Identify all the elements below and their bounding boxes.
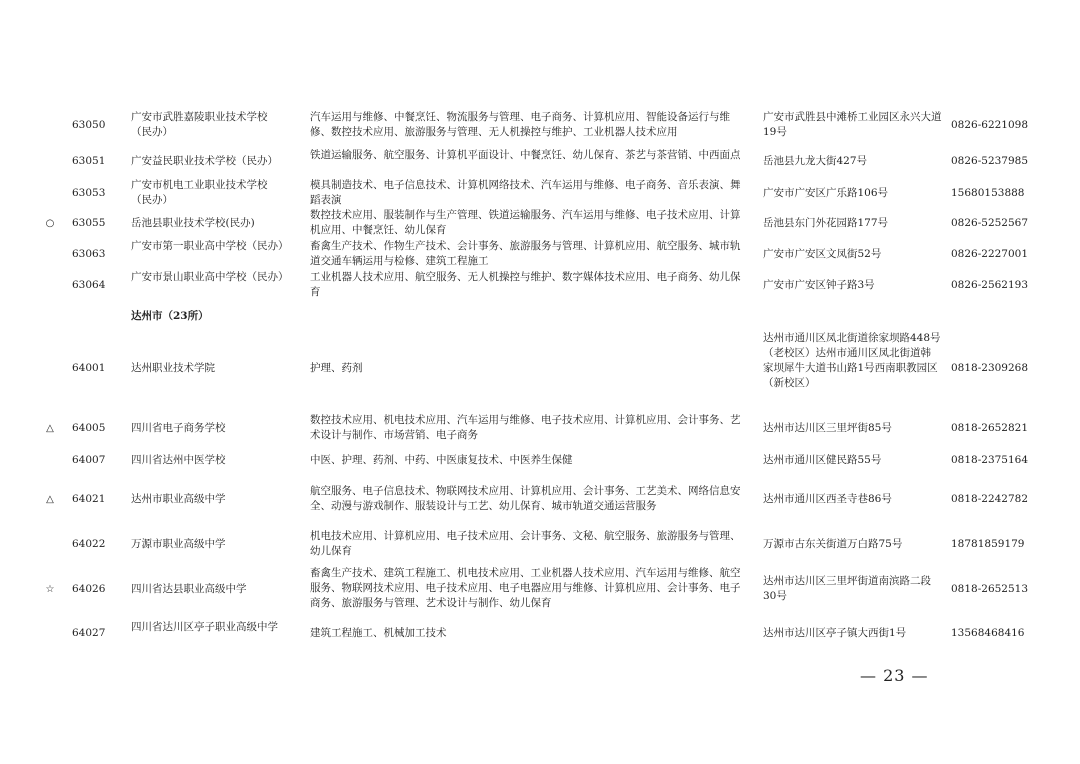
majors: 航空服务、电子信息技术、物联网技术应用、计算机应用、会计事务、工艺美术、网络信息安全、动漫与游戏制作、服装设计与工艺、幼儿保育、城市轨道交通运营服务 <box>310 485 741 512</box>
phone: 0826-2227001 <box>951 248 1029 260</box>
school-name: 万源市职业高级中学 <box>131 538 226 550</box>
phone: 0826-2562193 <box>951 279 1029 291</box>
phone: 0826-5237985 <box>951 155 1029 167</box>
school-code: 63051 <box>72 155 106 167</box>
majors: 数控技术应用、服装制作与生产管理、铁道运输服务、汽车运用与维修、电子技术应用、计算机应用、中餐烹饪、幼儿保育 <box>310 209 741 236</box>
row-mark: ☆ <box>45 584 55 595</box>
row-mark: △ <box>46 423 54 434</box>
address: 广安市广安区钟子路3号 <box>763 279 875 291</box>
address: 广安市广安区文凤街52号 <box>763 248 882 260</box>
address: 达州市达川区亭子镇大西街1号 <box>763 627 907 639</box>
school-code: 63055 <box>72 217 106 229</box>
address: 达州市通川区健民路55号 <box>763 454 882 466</box>
school-code: 64001 <box>72 362 106 374</box>
phone: 0818-2242782 <box>951 493 1029 505</box>
school-code: 63063 <box>72 248 106 260</box>
phone: 0818-2652513 <box>951 583 1029 595</box>
address: 达州市通川区西圣寺巷86号 <box>763 493 892 505</box>
majors: 建筑工程施工、机械加工技术 <box>310 627 447 639</box>
majors: 机电技术应用、计算机应用、电子技术应用、会计事务、文秘、航空服务、旅游服务与管理、幼儿保育 <box>310 530 741 557</box>
school-name: 达州职业技术学院 <box>131 362 215 374</box>
address: 达州市通川区凤北街道徐家坝路448号（老校区）达州市通川区凤北街道韩家坝犀牛大道书山路1号西南职教园区（新校区） <box>763 332 941 389</box>
address: 岳池县东门外花园路177号 <box>763 217 889 229</box>
majors: 工业机器人技术应用、航空服务、无人机操控与维护、数字媒体技术应用、电子商务、幼儿保育 <box>310 271 741 298</box>
school-name: 广安市机电工业职业技术学校（民办） <box>131 179 268 206</box>
page-number: — 23 — <box>860 666 929 685</box>
majors: 畜禽生产技术、作物生产技术、会计事务、旅游服务与管理、计算机应用、航空服务、城市轨道交通车辆运用与检修、建筑工程施工 <box>310 240 741 267</box>
school-name: 岳池县职业技术学校(民办) <box>131 217 255 229</box>
school-code: 63053 <box>72 187 106 199</box>
school-code: 64022 <box>72 538 106 550</box>
majors: 模具制造技术、电子信息技术、计算机网络技术、汽车运用与维修、电子商务、音乐表演、舞蹈表演 <box>310 179 741 206</box>
school-code: 64005 <box>72 422 106 434</box>
school-name: 达州市职业高级中学 <box>131 493 226 505</box>
phone: 0826-5252567 <box>951 217 1029 229</box>
school-code: 64021 <box>72 493 106 505</box>
majors: 护理、药剂 <box>310 362 363 374</box>
school-name: 四川省达川区亭子职业高级中学 <box>131 621 278 633</box>
school-name: 四川省达州中医学校 <box>131 454 226 466</box>
majors: 畜禽生产技术、建筑工程施工、机电技术应用、工业机器人技术应用、汽车运用与维修、航空服务、物联网技术应用、电子技术应用、电子电器应用与维修、计算机应用、会计事务、电子商务、旅游服务与管理、艺术设计与制作、幼儿保育 <box>310 567 741 609</box>
row-mark: ○ <box>45 218 55 229</box>
school-name: 广安市第一职业高中学校（民办） <box>131 240 289 252</box>
phone: 0818-2375164 <box>951 454 1029 466</box>
phone: 18781859179 <box>951 538 1025 550</box>
school-code: 64007 <box>72 454 106 466</box>
section-heading: 达州市（23所） <box>131 310 209 322</box>
phone: 0818-2652821 <box>951 422 1029 434</box>
school-name: 广安益民职业技术学校（民办） <box>131 155 278 167</box>
phone: 0818-2309268 <box>951 362 1029 374</box>
school-code: 63064 <box>72 279 106 291</box>
address: 广安市广安区广乐路106号 <box>763 187 889 199</box>
row-mark: △ <box>46 494 54 505</box>
phone: 15680153888 <box>951 187 1025 199</box>
majors: 汽车运用与维修、中餐烹饪、物流服务与管理、电子商务、计算机应用、智能设备运行与维修、数控技术应用、旅游服务与管理、无人机操控与维护、工业机器人技术应用 <box>310 111 730 138</box>
address: 万源市古东关街道万白路75号 <box>763 538 903 550</box>
address: 达州市达川区三里坪街85号 <box>763 422 892 434</box>
address: 达州市达川区三里坪街道南滨路二段30号 <box>763 575 931 602</box>
school-name: 四川省电子商务学校 <box>131 422 226 434</box>
school-name: 广安市武胜嘉陵职业技术学校（民办） <box>131 111 268 138</box>
school-code: 64026 <box>72 583 106 595</box>
majors: 铁道运输服务、航空服务、计算机平面设计、中餐烹饪、幼儿保育、茶艺与茶营销、中西面点 <box>310 149 741 161</box>
address: 岳池县九龙大街427号 <box>763 155 868 167</box>
school-name: 广安市景山职业高中学校（民办） <box>131 271 289 283</box>
school-name: 四川省达县职业高级中学 <box>131 583 247 595</box>
phone: 13568468416 <box>951 627 1025 639</box>
majors: 中医、护理、药剂、中药、中医康复技术、中医养生保健 <box>310 454 573 466</box>
school-code: 63050 <box>72 119 106 131</box>
address: 广安市武胜县中滩桥工业园区永兴大道19号 <box>763 111 942 138</box>
phone: 0826-6221098 <box>951 119 1029 131</box>
school-code: 64027 <box>72 627 106 639</box>
majors: 数控技术应用、机电技术应用、汽车运用与维修、电子技术应用、计算机应用、会计事务、艺术设计与制作、市场营销、电子商务 <box>310 414 741 441</box>
